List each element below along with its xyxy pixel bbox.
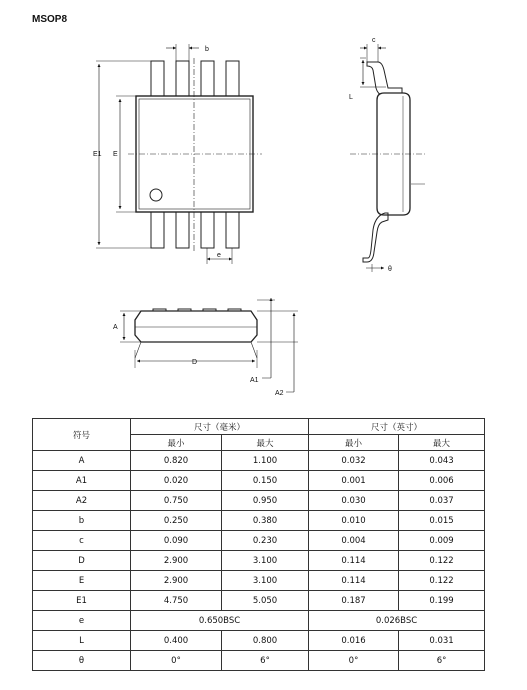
value-cell: 0° [131, 651, 222, 671]
value-cell: 0.016 [309, 631, 399, 651]
symbol-cell: A1 [33, 471, 131, 491]
symbol-cell: L [33, 631, 131, 651]
value-cell: 0.031 [399, 631, 485, 651]
lead-6-top [176, 211, 189, 248]
table-row [33, 511, 485, 531]
value-cell: 0.230 [222, 531, 309, 551]
dim-L-label: L [349, 94, 353, 101]
value-cell: 0.009 [399, 531, 485, 551]
symbol-cell: A2 [33, 491, 131, 511]
inch-header: 尺寸（英寸） [309, 419, 485, 435]
value-cell: 0.114 [309, 571, 399, 591]
table-row [33, 631, 485, 651]
mm-max-header: 最大 [222, 435, 309, 451]
symbol-cell: E [33, 571, 131, 591]
dim-e-label: e [217, 252, 221, 259]
mm-min-header: 最小 [131, 435, 222, 451]
value-cell: 0.001 [309, 471, 399, 491]
dim-E-label: E [113, 151, 118, 158]
dim-E1-label: E1 [93, 151, 102, 158]
dim-b-label: b [205, 46, 209, 53]
value-cell: 0.006 [399, 471, 485, 491]
value-cell: 0.122 [399, 571, 485, 591]
dim-c-label: c [372, 37, 376, 44]
value-cell: 0.043 [399, 451, 485, 471]
table-row [33, 471, 485, 491]
symbol-header: 符号 [33, 419, 131, 451]
lead-4-top [226, 61, 239, 97]
value-cell: 6° [222, 651, 309, 671]
value-cell: 2.900 [131, 571, 222, 591]
table-row [33, 651, 485, 671]
value-cell: 0.020 [131, 471, 222, 491]
value-cell: 0° [309, 651, 399, 671]
lead-8-top [226, 211, 239, 248]
table-header-row [33, 419, 485, 435]
value-cell: 0.250 [131, 511, 222, 531]
dim-A1-label: A1 [250, 377, 259, 384]
symbol-cell: A [33, 451, 131, 471]
table-row [33, 451, 485, 471]
symbol-cell: E1 [33, 591, 131, 611]
value-cell: 0.037 [399, 491, 485, 511]
value-cell: 6° [399, 651, 485, 671]
value-cell: 0.400 [131, 631, 222, 651]
value-cell: 0.150 [222, 471, 309, 491]
symbol-cell: b [33, 511, 131, 531]
value-cell: 0.122 [399, 551, 485, 571]
mm-header: 尺寸（毫米） [131, 419, 309, 435]
lead-2-top [176, 61, 189, 97]
value-cell: 0.187 [309, 591, 399, 611]
table-row [33, 571, 485, 591]
side-view [350, 62, 425, 262]
symbol-cell: D [33, 551, 131, 571]
dim-D-label: D [192, 359, 198, 366]
dim-A2-label: A2 [275, 390, 284, 397]
value-cell: 0.650BSC [131, 611, 309, 631]
value-cell: 0.010 [309, 511, 399, 531]
value-cell: 0.090 [131, 531, 222, 551]
table-row [33, 491, 485, 511]
value-cell: 0.950 [222, 491, 309, 511]
value-cell: 0.380 [222, 511, 309, 531]
value-cell: 1.100 [222, 451, 309, 471]
value-cell: 0.750 [131, 491, 222, 511]
value-cell: 0.030 [309, 491, 399, 511]
value-cell: 0.004 [309, 531, 399, 551]
value-cell: 0.800 [222, 631, 309, 651]
symbol-cell: c [33, 531, 131, 551]
value-cell: 0.015 [399, 511, 485, 531]
inch-max-header: 最大 [399, 435, 485, 451]
table-row [33, 611, 485, 631]
value-cell: 0.032 [309, 451, 399, 471]
value-cell: 0.820 [131, 451, 222, 471]
dim-theta-label: θ [388, 266, 392, 273]
top-view [96, 58, 262, 252]
table-row [33, 591, 485, 611]
lead-3-top [201, 61, 214, 97]
value-cell: 3.100 [222, 571, 309, 591]
value-cell: 5.050 [222, 591, 309, 611]
package-title: MSOP8 [32, 14, 68, 25]
value-cell: 0.199 [399, 591, 485, 611]
value-cell: 0.114 [309, 551, 399, 571]
dim-A-label: A [113, 324, 118, 331]
value-cell: 0.026BSC [309, 611, 485, 631]
lead-5-top [151, 211, 164, 248]
table-row [33, 531, 485, 551]
inch-min-header: 最小 [309, 435, 399, 451]
symbol-cell: e [33, 611, 131, 631]
table-row [33, 551, 485, 571]
symbol-cell: θ [33, 651, 131, 671]
value-cell: 4.750 [131, 591, 222, 611]
dimension-table [32, 418, 485, 671]
lead-7-top [201, 211, 214, 248]
value-cell: 2.900 [131, 551, 222, 571]
lead-1-top [151, 61, 164, 97]
value-cell: 3.100 [222, 551, 309, 571]
